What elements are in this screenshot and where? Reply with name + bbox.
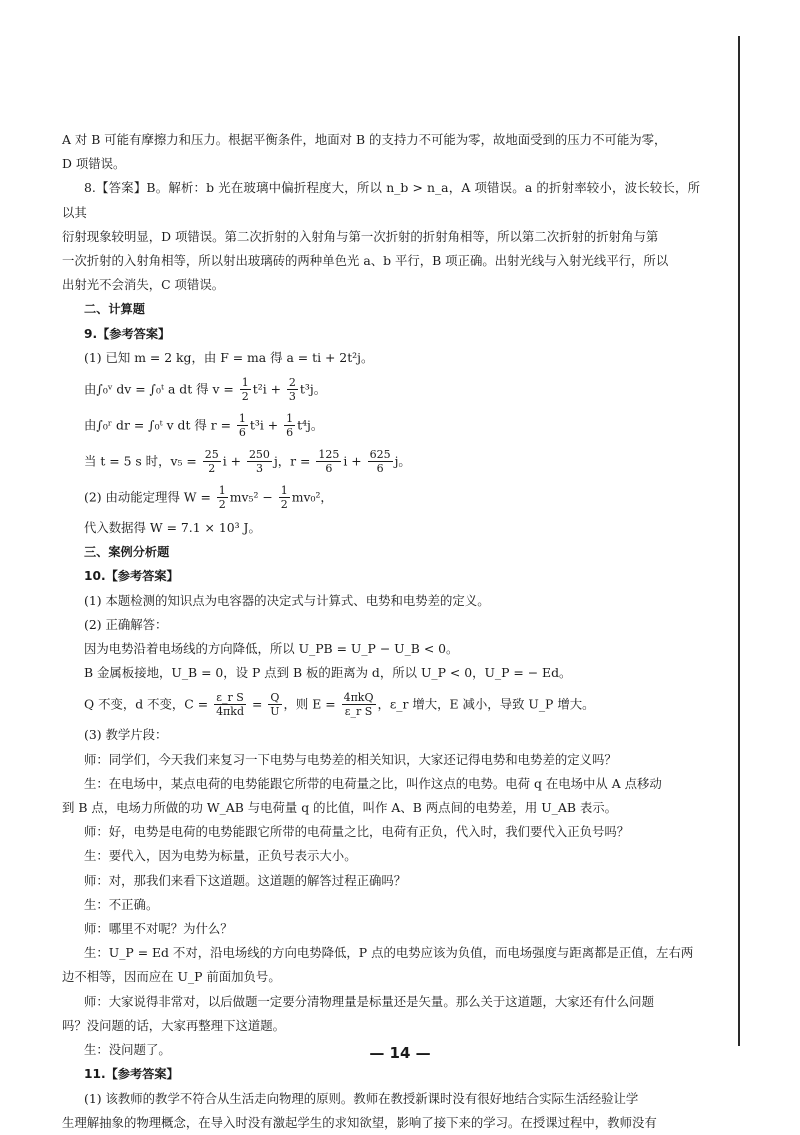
fraction: $\frac{125}{6}$: [318, 448, 340, 476]
answer-11-heading: 11.【参考答案】: [84, 1067, 179, 1082]
fraction: $\frac{25}{2}$: [204, 448, 219, 476]
fraction: $\frac{625}{6}$: [369, 448, 391, 476]
text-line: (3) 教学片段：: [84, 727, 168, 743]
text-line: 衍射现象较明显，D 项错误。第二次折射的入射角与第一次折射的折射角相等，所以第二次折射的折射角与第: [62, 228, 659, 244]
equation-position: 由∫₀ʳ dr = ∫₀ᵗ v dt 得 r = $\frac{1}{6}$ t³i + $\frac{1}{6}$ t⁴j。: [84, 412, 324, 440]
page-number: — 14 —: [369, 1044, 431, 1062]
equation-work: (2) 由动能定理得 W = $\frac{1}{2}$ mv₅² − $\frac{1}{2}$ mv₀²，: [84, 484, 333, 512]
text-line: 代入数据得 W = 7.1 × 10³ J。: [84, 520, 261, 536]
dialogue-line: 吗？没问题的话，大家再整理下这道题。: [62, 1017, 286, 1033]
fraction: $\frac{\text{4πkQ}}{\text{ε\_r S}}$: [343, 691, 374, 719]
dialogue-line: 生：没问题了。: [84, 1042, 171, 1058]
fraction: $\frac{1}{6}$: [286, 412, 294, 440]
section-heading-case-analysis: 三、案例分析题: [84, 545, 170, 560]
dialogue-line: 到 B 点，电场力所做的功 W_AB 与电荷量 q 的比值，叫作 A、B 两点间的电势差，用 U_AB 表示。: [62, 800, 618, 816]
text-line: (1) 本题检测的知识点为电容器的决定式与计算式、电势和电势差的定义。: [84, 592, 490, 608]
text-line: (1) 已知 m = 2 kg，由 F = ma 得 a = ti + 2t²j。: [84, 349, 374, 365]
dialogue-line: 师：哪里不对呢？为什么？: [84, 921, 233, 937]
text-line: (1) 该教师的教学不符合从生活走向物理的原则。教师在教授新课时没有很好地结合实际生活经验让学: [84, 1090, 639, 1106]
answer-9-heading: 9.【参考答案】: [84, 326, 171, 341]
fraction: $\frac{Q}{U}$: [270, 691, 280, 719]
dialogue-line: 生：在电场中，某点电荷的电势能跟它所带的电荷量之比，叫作这点的电势。电荷 q 在电场中从 A 点移动: [84, 775, 662, 791]
dialogue-line: 生：不正确。: [84, 896, 159, 912]
binding-rule: [738, 36, 740, 1046]
equation-velocity: 由∫₀ᵛ dv = ∫₀ᵗ a dt 得 v = $\frac{1}{2}$ t²i + $\frac{2}{3}$ t³j。: [84, 376, 327, 404]
fraction: $\frac{1}{2}$: [280, 484, 288, 512]
text-line: D 项错误。: [62, 156, 126, 172]
equation-capacitor: Q 不变，d 不变，C = $\frac{\text{ε\_r S}}{\text{4πkd}}$ = $\frac{Q}{U}$ ，则 E = $\frac{\text{4πkQ}}{\text{ε\_r S}}$ ，ε_r 增大，E 减小，导致 U_P 增大。: [84, 691, 595, 719]
page-content: [62, 128, 700, 1135]
answer-8: 8.【答案】B。解析：b 光在玻璃中偏折程度大，所以 n_b > n_a，A 项错误。a 的折射率较小，波长较长，所以其: [62, 180, 700, 220]
dialogue-line: 生：U_P = Ed 不对，沿电场线的方向电势降低，P 点的电势应该为负值，而电场强度与距离都是正值，左右两: [84, 945, 694, 961]
dialogue-line: 师：好，电势是电荷的电势能跟它所带的电荷量之比，电荷有正负，代入时，我们要代入正负号吗？: [84, 824, 630, 840]
text-line: B 金属板接地，U_B = 0，设 P 点到 B 板的距离为 d，所以 U_P < 0，U_P = − Ed。: [84, 665, 572, 681]
equation-t5: 当 t = 5 s 时，v₅ = $\frac{25}{2}$ i + $\frac{250}{3}$ j，r = $\frac{125}{6}$ i + $\frac{625}{6}$ j。: [84, 448, 411, 476]
dialogue-line: 边不相等，因而应在 U_P 前面加负号。: [62, 969, 281, 985]
fraction: $\frac{250}{3}$: [248, 448, 270, 476]
dialogue-line: 师：对，那我们来看下这道题。这道题的解答过程正确吗？: [84, 872, 407, 888]
dialogue-line: 师：大家说得非常对，以后做题一定要分清物理量是标量还是矢量。那么关于这道题，大家还有什么问题: [84, 993, 654, 1009]
fraction: $\frac{1}{6}$: [238, 412, 246, 440]
fraction: $\frac{1}{2}$: [218, 484, 226, 512]
section-heading-calculation: 二、计算题: [84, 302, 145, 317]
text-line: (2) 正确解答：: [84, 616, 168, 632]
dialogue-line: 生：要代入，因为电势为标量，正负号表示大小。: [84, 848, 357, 864]
text-line: 一次折射的入射角相等，所以射出玻璃砖的两种单色光 a、b 平行，B 项正确。出射光线与入射光线平行，所以: [62, 253, 669, 269]
text-line: A 对 B 可能有摩擦力和压力。根据平衡条件，地面对 B 的支持力不可能为零，故地面受到的压力不可能为零，: [62, 132, 667, 147]
answer-10-heading: 10.【参考答案】: [84, 569, 179, 584]
fraction: $\frac{2}{3}$: [288, 376, 296, 404]
fraction: $\frac{1}{2}$: [241, 376, 249, 404]
fraction: $\frac{\text{ε\_r S}}{\text{4πkd}}$: [216, 691, 244, 719]
text-line: 生理解抽象的物理概念，在导入时没有激起学生的求知欲望，影响了接下来的学习。在授课过程中，教师没有: [62, 1114, 657, 1130]
dialogue-line: 师：同学们，今天我们来复习一下电势与电势差的相关知识，大家还记得电势和电势差的定义吗？: [84, 751, 617, 767]
text-line: 出射光不会消失，C 项错误。: [62, 277, 225, 293]
text-line: 因为电势沿着电场线的方向降低，所以 U_PB = U_P − U_B < 0。: [84, 641, 459, 657]
